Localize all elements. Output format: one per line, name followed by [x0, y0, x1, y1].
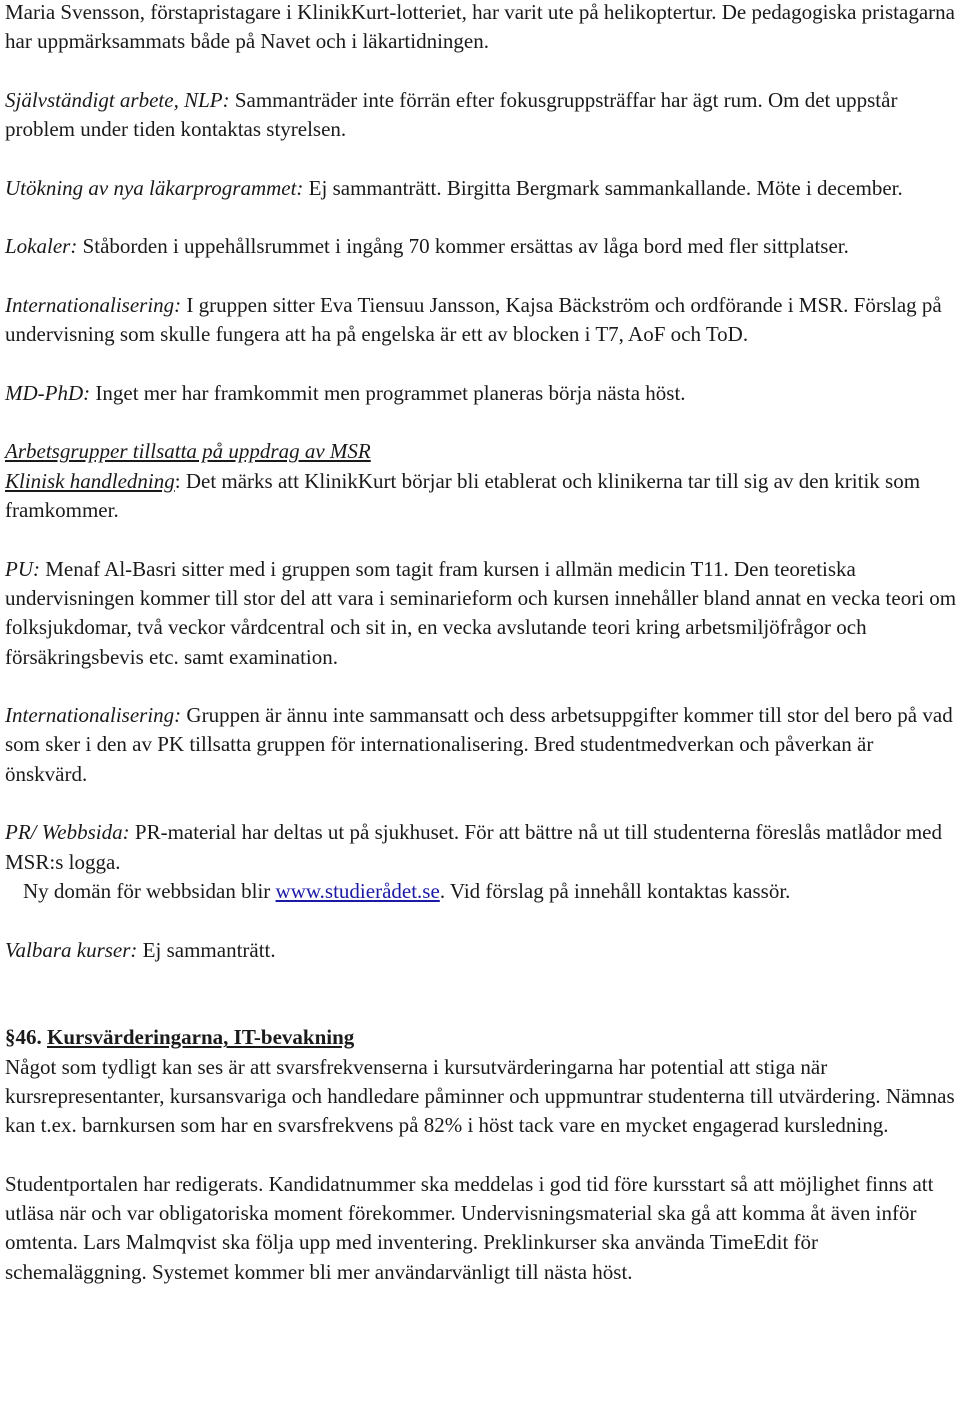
- label-klinisk-handledning: Klinisk handledning: [5, 468, 175, 493]
- paragraph-kursvardering: Något som tydligt kan ses är att svarsfrekvenserna i kursutvärderingarna har potential att stiga när kursrepresentanter, kursansvariga och handledare påminner och uppmuntrar studenterna till utvärdering. Nämnas kan t.ex. barnkursen som har en svarsfrekvens på 82% i höst tack vare en mycket engagerad kursledning.: [5, 1054, 955, 1138]
- label-valbara-kurser: Valbara kurser:: [5, 937, 138, 962]
- paragraph-internationalisering-1: [5, 291, 960, 350]
- paragraph-klinisk-handledning: [5, 467, 960, 526]
- domain-link[interactable]: www.studierådet.se: [275, 878, 440, 903]
- text-internationalisering-1: I gruppen sitter Eva Tiensuu Jansson, Kajsa Bäckström och ordförande i MSR. Förslag på undervisning som skulle fungera att ha på engelska är ett av blocken i T7, AoF och ToD.: [5, 292, 942, 347]
- text-klinisk-handledning: : Det märks att KlinikKurt börjar bli etablerat och klinikerna tar till sig av den kritik som framkommer.: [5, 468, 921, 523]
- paragraph-lakarprogram: [5, 174, 960, 203]
- paragraph-valbara-kurser: [5, 936, 960, 965]
- label-mdphd: MD-PhD:: [5, 380, 91, 405]
- text-domain-post: . Vid förslag på innehåll kontaktas kassör.: [439, 878, 791, 903]
- label-lokaler: Lokaler:: [5, 234, 78, 259]
- heading-arbetsgrupper: Arbetsgrupper tillsatta på uppdrag av MSR: [5, 439, 371, 464]
- paragraph-mdphd: [5, 379, 960, 408]
- paragraph-lottery: Maria Svensson, förstapristagare i KlinikKurt-lotteriet, har varit ute på helikoptertur. De pedagogiska pristagarna har uppmärksammats både på Navet och i läkartidningen.: [5, 0, 955, 54]
- paragraph-pu: [5, 555, 960, 672]
- text-valbara-kurser: Ej sammanträtt.: [137, 937, 276, 962]
- text-pr-webbsida: PR-material har deltas ut på sjukhuset. För att bättre nå ut till studenterna föreslås matlådor med MSR:s logga.: [5, 820, 943, 874]
- paragraph-lokaler: [5, 232, 960, 261]
- text-domain-pre: Ny domän för webbsidan blir: [23, 878, 276, 903]
- paragraph-domain: [5, 877, 960, 906]
- text-lakarprogram: Ej sammanträtt. Birgitta Bergmark sammankallande. Möte i december.: [303, 175, 903, 200]
- label-internationalisering-2: Internationalisering:: [5, 703, 182, 728]
- label-nlp: Självständigt arbete, NLP:: [5, 87, 230, 112]
- text-pu: Menaf Al-Basri sitter med i gruppen som tagit fram kursen i allmän medicin T11. Den teoretiska undervisningen kommer till stor del att vara i seminarieform och kursen innehåller bland annat en vecka teori om folksjukdomar, två veckor vårdcentral och sit in, en vecka avslutande teori kring arbetsmiljöfrågor och försäkringsbevis etc. samt examination.: [5, 556, 957, 669]
- label-pr-webbsida: PR/ Webbsida:: [5, 820, 130, 845]
- paragraph-studentportalen: Studentportalen har redigerats. Kandidatnummer ska meddelas i god tid före kursstart så att möjlighet finns att utläsa när och var obligatoriska moment förekommer. Undervisningsmaterial ska gå att komma åt även inför omtenta. Lars Malmqvist ska följa upp med inventering. Preklinkurser ska använda TimeEdit för schemaläggning. Systemet kommer bli mer användarvänligt till nästa höst.: [5, 1171, 934, 1284]
- label-pu: PU:: [5, 556, 40, 581]
- section-number: §46.: [5, 1025, 42, 1050]
- text-internationalisering-2: Gruppen är ännu inte sammansatt och dess arbetsuppgifter kommer till stor del bero på vad som sker i den av PK tillsatta gruppen för internationalisering. Bred studentmedverkan och påverkan är önskvärd.: [5, 703, 953, 786]
- text-lokaler: Ståborden i uppehållsrummet i ingång 70 kommer ersättas av låga bord med fler sittplatser.: [77, 234, 849, 259]
- section-heading: [5, 1023, 960, 1052]
- section-title: Kursvärderingarna, IT-bevakning: [47, 1025, 355, 1050]
- text-mdphd: Inget mer har framkommit men programmet planeras börja nästa höst.: [90, 380, 686, 405]
- text-nlp: Sammanträder inte förrän efter fokusgruppsträffar har ägt rum. Om det uppstår problem under tiden kontaktas styrelsen.: [5, 87, 898, 142]
- paragraph-nlp: [5, 86, 960, 145]
- paragraph-internationalisering-2: [5, 701, 960, 789]
- paragraph-pr-webbsida: [5, 818, 960, 877]
- label-lakarprogram: Utökning av nya läkarprogrammet:: [5, 175, 304, 200]
- label-internationalisering-1: Internationalisering:: [5, 292, 182, 317]
